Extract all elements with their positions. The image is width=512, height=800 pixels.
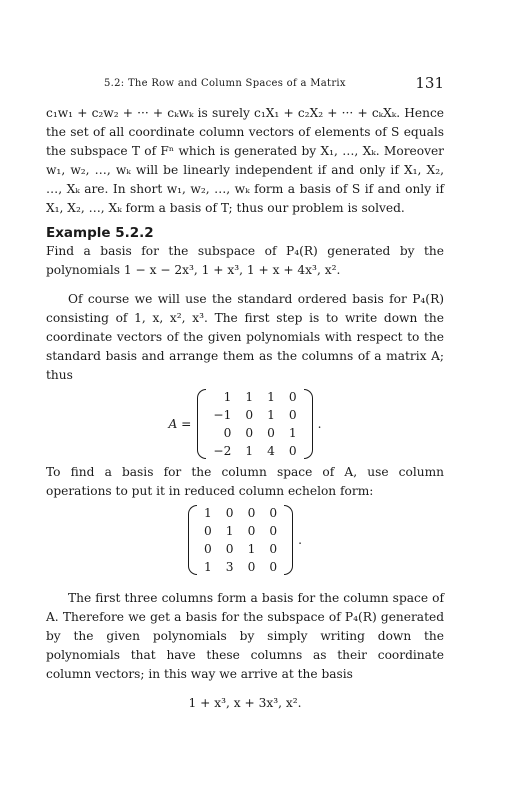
matrix-row [197,504,284,522]
matrix-a [197,388,312,460]
matrix-row [197,558,284,576]
matrix-entry: 0 [204,524,212,538]
matrix-entry: −1 [213,408,232,422]
matrix-entry: 1 [245,444,254,458]
matrix-entry: 0 [247,524,256,538]
matrix-entry: 0 [288,444,297,458]
matrix-entry: −2 [213,444,232,458]
final-basis: 1 + x³, x + 3x³, x². [188,696,302,710]
matrix-entry: 0 [245,426,254,440]
matrix-entry: 0 [269,542,278,556]
matrix-entry: 1 [245,390,254,404]
matrix-entry: 1 [204,506,212,520]
example-statement: Find a basis for the subspace of P₄(R) generated by the polynomials 1 − x − 2x³, 1 + x³, 1 + x + 4x³, x². [46,244,444,277]
page-header [104,74,444,94]
paragraph-standard-basis: Of course we will use the standard ordered basis for P₄(R) consisting of 1, x, x², x³. The first step is to write down the coordinate vectors of the given polynomials with respect to the standard basis and arrange them as the columns of a matrix A; thus [46,292,444,382]
matrix-entry: 1 [225,524,234,538]
matrix-row [197,522,284,540]
matrix-row [206,388,303,406]
paragraph-continuation: c₁w₁ + c₂w₂ + ··· + cₖwₖ is surely c₁X₁ + c₂X₂ + ··· + cₖXₖ. Hence the set of all coordinate column vectors of elements of S equals the subspace T of Fⁿ which is generated by X₁, …, Xₖ. Moreover w₁, w₂, …, wₖ will be linearly independent if and only if X₁, X₂, …, Xₖ are. In short w₁, w₂, …, wₖ form a basis of S if and only if X₁, X₂, …, Xₖ form a basis of T; thus our problem is solved. [46,106,444,215]
matrix-entry: 1 [288,426,297,440]
paragraph-conclusion: The first three columns form a basis for the column space of A. Therefore we get a basis for the subspace of P₄(R) generated by the given polynomials by simply writing down the polynomials that have these columns as their coordinate column vectors; in this way we arrive at the basis [46,591,444,681]
matrix-entry: 1 [267,390,275,404]
matrix-entry: 0 [269,560,278,574]
matrix-entry: 3 [225,560,234,574]
page-number: 131 [415,74,444,92]
matrix-entry: 0 [204,542,212,556]
matrix-a-label: A = [168,416,192,431]
matrix-entry: 1 [247,542,256,556]
matrix-a-period: . [317,416,322,431]
matrix-echelon [188,504,293,576]
matrix-row [206,442,303,460]
matrix-entry: 1 [267,408,275,422]
matrix-entry: 0 [288,390,297,404]
matrix-entry: 1 [223,390,232,404]
matrix-row [206,406,303,424]
matrix-entry: 0 [269,506,278,520]
running-head: 5.2: The Row and Column Spaces of a Matrix [104,78,346,89]
matrix-entry: 1 [204,560,212,574]
matrix-entry: 0 [245,408,254,422]
paragraph-column-operations: To find a basis for the column space of A, use column operations to put it in reduced column echelon form: [46,465,444,498]
page-body [46,104,444,713]
matrix-entry: 0 [288,408,297,422]
matrix-echelon-period: . [298,532,302,547]
matrix-entry: 0 [223,426,232,440]
example-heading: Example 5.2.2 [46,225,154,241]
matrix-entry: 0 [269,524,278,538]
matrix-entry: 4 [267,444,275,458]
matrix-entry: 0 [225,506,234,520]
matrix-a-display [46,388,444,460]
matrix-row [197,540,284,558]
matrix-echelon-display [46,504,444,576]
matrix-entry: 0 [247,560,256,574]
matrix-entry: 0 [247,506,256,520]
matrix-row [206,424,303,442]
matrix-entry: 0 [267,426,275,440]
matrix-entry: 0 [225,542,234,556]
